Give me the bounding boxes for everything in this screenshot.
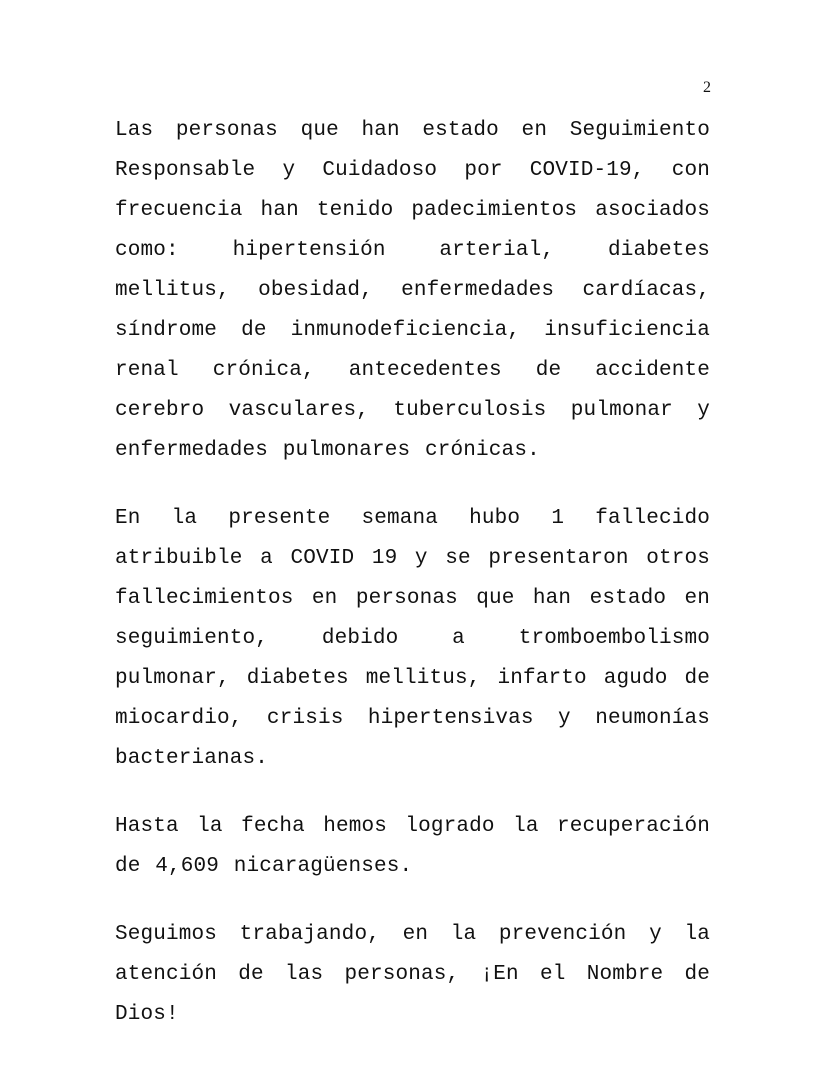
paragraph-recoveries: Hasta la fecha hemos logrado la recuperación de 4,609 nicaragüenses. bbox=[115, 815, 710, 878]
paragraph-comorbidities: Las personas que han estado en Seguimiento Responsable y Cuidadoso por COVID-19, con frecuencia han tenido padecimientos asociados como: hipertensión arterial, diabetes mellitus, obesidad, enfermedades cardíacas, síndrome de inmunodeficiencia, insuficiencia renal crónica, antecedentes de accidente cerebro vasculares, tuberculosis pulmonar y enfermedades pulmonares crónicas. bbox=[115, 119, 710, 462]
page-number: 2 bbox=[703, 79, 711, 96]
paragraph-deaths: En la presente semana hubo 1 fallecido atribuible a COVID 19 y se presentaron otros fallecimientos en personas que han estado en seguimiento, debido a tromboembolismo pulmonar, diabetes mellitus, infarto agudo de miocardio, crisis hipertensivas y neumonías bacterianas. bbox=[115, 507, 710, 770]
document-body bbox=[115, 111, 710, 1063]
paragraph-closing: Seguimos trabajando, en la prevención y la atención de las personas, ¡En el Nombre de Dios! bbox=[115, 923, 710, 1026]
